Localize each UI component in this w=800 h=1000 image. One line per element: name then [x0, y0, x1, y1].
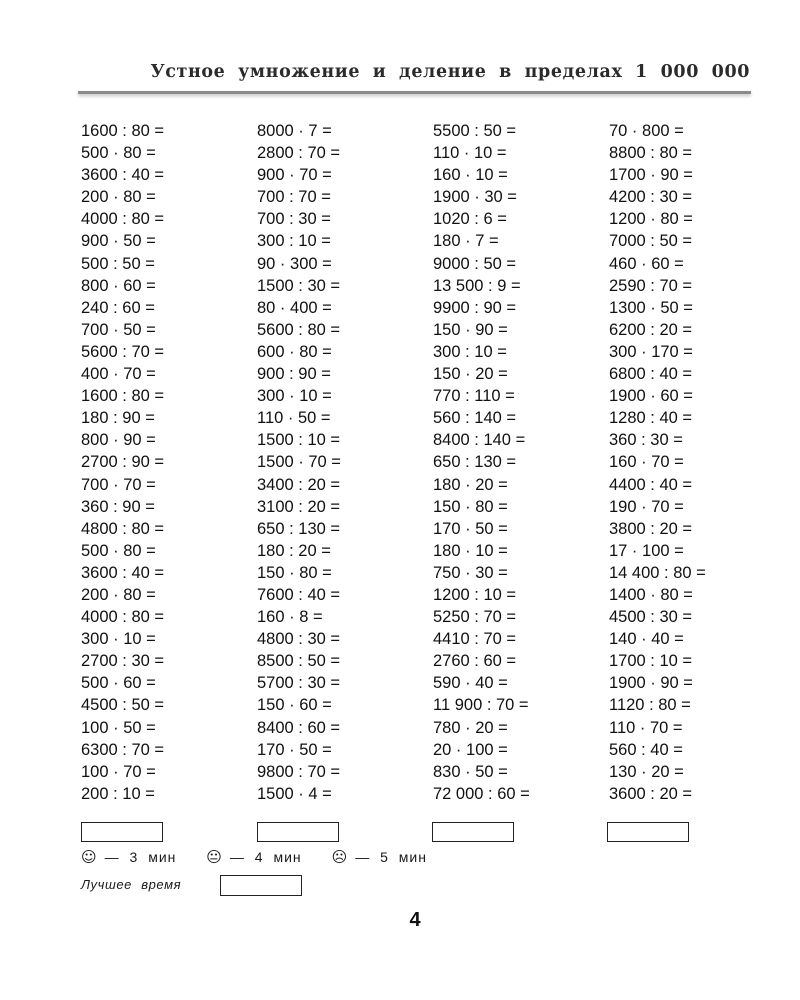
exercise-item: 1500 · 4 = — [257, 784, 332, 803]
exercise-item: 1600 : 80 = — [81, 387, 165, 406]
exercise-item: 1300 · 50 = — [609, 298, 693, 317]
time-box-column-3[interactable] — [432, 822, 514, 842]
exercise-item: 3600 : 40 = — [81, 166, 165, 185]
exercise-item: 7000 : 50 = — [609, 232, 693, 251]
exercise-item: 5250 : 70 = — [433, 608, 517, 627]
exercise-item: 1400 · 80 = — [609, 585, 693, 604]
exercise-item: 170 · 50 = — [257, 740, 332, 759]
exercise-item: 180 · 20 = — [433, 475, 508, 494]
exercise-item: 4800 : 80 = — [81, 519, 165, 538]
exercise-item: 100 · 70 = — [81, 762, 156, 781]
exercise-item: 700 · 70 = — [81, 475, 156, 494]
exercise-item: 8400 : 60 = — [257, 718, 341, 737]
legend-item-4-min — [206, 848, 301, 866]
exercise-item: 8000 · 7 = — [257, 122, 332, 140]
sad-face-icon: ☹ — [331, 848, 348, 866]
exercise-item: 150 · 90 = — [433, 320, 508, 339]
legend-text: — 5 мин — [355, 849, 427, 865]
exercise-item: 300 · 10 = — [257, 387, 332, 406]
exercise-item: 1600 : 80 = — [81, 122, 165, 140]
exercise-item: 400 · 70 = — [81, 365, 156, 384]
exercise-item: 70 · 800 = — [609, 122, 684, 140]
exercise-item: 300 : 10 = — [257, 232, 331, 251]
time-box-column-1[interactable] — [81, 822, 163, 842]
time-box-column-2[interactable] — [257, 822, 339, 842]
exercise-item: 700 · 50 = — [81, 320, 156, 339]
exercise-item: 11 900 : 70 = — [433, 696, 529, 715]
exercise-item: 900 · 50 = — [81, 232, 156, 251]
exercise-item: 700 : 70 = — [257, 188, 331, 207]
exercise-item: 780 · 20 = — [433, 718, 508, 737]
time-legend — [81, 848, 453, 866]
exercise-item: 160 · 8 = — [257, 608, 323, 627]
exercise-item: 500 · 60 = — [81, 674, 156, 693]
exercise-item: 1700 · 90 = — [609, 166, 693, 185]
exercise-item: 650 : 130 = — [257, 519, 341, 538]
exercise-item: 5700 : 30 = — [257, 674, 341, 693]
exercise-item: 600 · 80 = — [257, 342, 332, 361]
legend-text: — 3 мин — [104, 849, 177, 865]
exercise-item: 5500 : 50 = — [433, 122, 517, 140]
exercise-item: 1900 · 90 = — [609, 674, 693, 693]
exercise-item: 100 · 50 = — [81, 718, 156, 737]
exercise-item: 830 · 50 = — [433, 762, 508, 781]
exercise-item: 2700 : 90 = — [81, 453, 165, 472]
exercise-item: 560 : 40 = — [609, 740, 683, 759]
exercise-item: 1500 : 30 = — [257, 276, 341, 295]
exercise-item: 240 : 60 = — [81, 298, 155, 317]
page-number: 4 — [409, 909, 421, 931]
exercise-item: 360 : 90 = — [81, 497, 155, 516]
exercise-item: 200 · 80 = — [81, 188, 156, 207]
exercise-item: 17 · 100 = — [609, 541, 684, 560]
exercise-item: 150 · 20 = — [433, 365, 508, 384]
exercise-item: 3800 : 20 = — [609, 519, 693, 538]
exercise-item: 150 · 80 = — [433, 497, 508, 516]
exercise-item: 72 000 : 60 = — [433, 784, 530, 803]
exercise-item: 4400 : 40 = — [609, 475, 693, 494]
exercise-item: 90 · 300 = — [257, 254, 332, 273]
exercise-item: 4500 : 30 = — [609, 608, 693, 627]
exercise-item: 900 : 90 = — [257, 365, 331, 384]
exercise-item: 180 · 7 = — [433, 232, 499, 251]
exercise-item: 770 : 110 = — [433, 387, 515, 406]
best-time-label: Лучшее время — [81, 877, 182, 892]
exercise-item: 160 · 70 = — [609, 453, 684, 472]
exercise-item: 360 : 30 = — [609, 431, 683, 450]
exercise-item: 1500 · 70 = — [257, 453, 341, 472]
exercise-item: 6200 : 20 = — [609, 320, 693, 339]
exercise-item: 1280 : 40 = — [609, 409, 693, 428]
neutral-face-icon: 😐 — [206, 848, 222, 866]
exercise-item: 300 : 10 = — [433, 342, 507, 361]
exercise-item: 500 · 80 = — [81, 541, 156, 560]
exercise-item: 110 · 10 = — [433, 144, 507, 163]
exercise-item: 14 400 : 80 = — [609, 563, 706, 582]
exercise-item: 1200 · 80 = — [609, 210, 693, 229]
exercise-item: 750 · 30 = — [433, 563, 508, 582]
exercise-item: 560 : 140 = — [433, 409, 517, 428]
exercise-item: 4500 : 50 = — [81, 696, 165, 715]
exercise-item: 3600 : 40 = — [81, 563, 165, 582]
exercise-item: 700 : 30 = — [257, 210, 331, 229]
exercise-item: 8800 : 80 = — [609, 144, 693, 163]
exercise-item: 9000 : 50 = — [433, 254, 517, 273]
exercise-item: 3600 : 20 = — [609, 784, 693, 803]
exercise-item: 200 : 10 = — [81, 784, 155, 803]
exercise-item: 1120 : 80 = — [609, 696, 691, 715]
exercise-item: 170 · 50 = — [433, 519, 508, 538]
exercise-item: 650 : 130 = — [433, 453, 517, 472]
exercise-item: 1200 : 10 = — [433, 585, 517, 604]
exercise-item: 4410 : 70 = — [433, 630, 517, 649]
exercise-item: 4000 : 80 = — [81, 210, 165, 229]
exercise-item: 180 : 90 = — [81, 409, 155, 428]
exercise-item: 9800 : 70 = — [257, 762, 341, 781]
legend-item-3-min — [81, 848, 176, 866]
exercise-item: 3100 : 20 = — [257, 497, 341, 516]
exercise-item: 4200 : 30 = — [609, 188, 693, 207]
exercise-item: 4000 : 80 = — [81, 608, 165, 627]
exercise-item: 6800 : 40 = — [609, 365, 693, 384]
exercise-item: 2590 : 70 = — [609, 276, 693, 295]
exercise-item: 150 · 80 = — [257, 563, 332, 582]
legend-item-5-min — [332, 848, 427, 866]
exercise-item: 1900 · 60 = — [609, 387, 693, 406]
exercise-item: 130 · 20 = — [609, 762, 684, 781]
exercise-item: 13 500 : 9 = — [433, 276, 521, 295]
exercise-item: 900 · 70 = — [257, 166, 332, 185]
exercise-item: 9900 : 90 = — [433, 298, 517, 317]
exercise-item: 150 · 60 = — [257, 696, 332, 715]
page-title: Устное умножение и деление в пределах 1 000 000 — [150, 62, 750, 82]
exercise-item: 1700 : 10 = — [609, 652, 693, 671]
exercise-item: 3400 : 20 = — [257, 475, 341, 494]
exercise-item: 110 · 70 = — [609, 718, 683, 737]
exercise-item: 200 · 80 = — [81, 585, 156, 604]
exercise-item: 2800 : 70 = — [257, 144, 341, 163]
exercise-item: 8500 : 50 = — [257, 652, 341, 671]
exercise-column-4 — [609, 120, 779, 805]
exercise-item: 8400 : 140 = — [433, 431, 526, 450]
exercise-item: 160 · 10 = — [433, 166, 508, 185]
best-time-box[interactable] — [220, 875, 302, 896]
exercise-item: 4800 : 30 = — [257, 630, 341, 649]
exercise-item: 2760 : 60 = — [433, 652, 517, 671]
exercise-item: 800 · 60 = — [81, 276, 156, 295]
exercise-item: 80 · 400 = — [257, 298, 332, 317]
exercise-item: 110 · 50 = — [257, 409, 331, 428]
exercise-item: 20 · 100 = — [433, 740, 508, 759]
legend-text: — 4 мин — [229, 849, 302, 865]
happy-face-icon: ☺ — [81, 848, 97, 866]
exercise-item: 2700 : 30 = — [81, 652, 165, 671]
exercise-item: 5600 : 70 = — [81, 342, 165, 361]
exercise-column-3 — [433, 120, 603, 805]
exercise-item: 500 : 50 = — [81, 254, 155, 273]
exercise-item: 1900 · 30 = — [433, 188, 517, 207]
exercise-item: 300 · 170 = — [609, 342, 693, 361]
exercise-item: 140 · 40 = — [609, 630, 684, 649]
exercise-item: 590 · 40 = — [433, 674, 508, 693]
exercise-item: 300 · 10 = — [81, 630, 156, 649]
time-box-column-4[interactable] — [607, 822, 689, 842]
exercise-item: 190 · 70 = — [609, 497, 684, 516]
exercise-column-1 — [81, 120, 251, 805]
exercise-item: 460 · 60 = — [609, 254, 684, 273]
exercise-item: 180 · 10 = — [433, 541, 508, 560]
exercise-item: 500 · 80 = — [81, 144, 156, 163]
exercise-item: 800 · 90 = — [81, 431, 156, 450]
exercise-item: 180 : 20 = — [257, 541, 331, 560]
exercise-item: 7600 : 40 = — [257, 585, 341, 604]
exercise-item: 1500 : 10 = — [257, 431, 341, 450]
exercise-item: 5600 : 80 = — [257, 320, 341, 339]
exercise-item: 6300 : 70 = — [81, 740, 165, 759]
exercise-item: 1020 : 6 = — [433, 210, 507, 229]
exercise-column-2 — [257, 120, 427, 805]
